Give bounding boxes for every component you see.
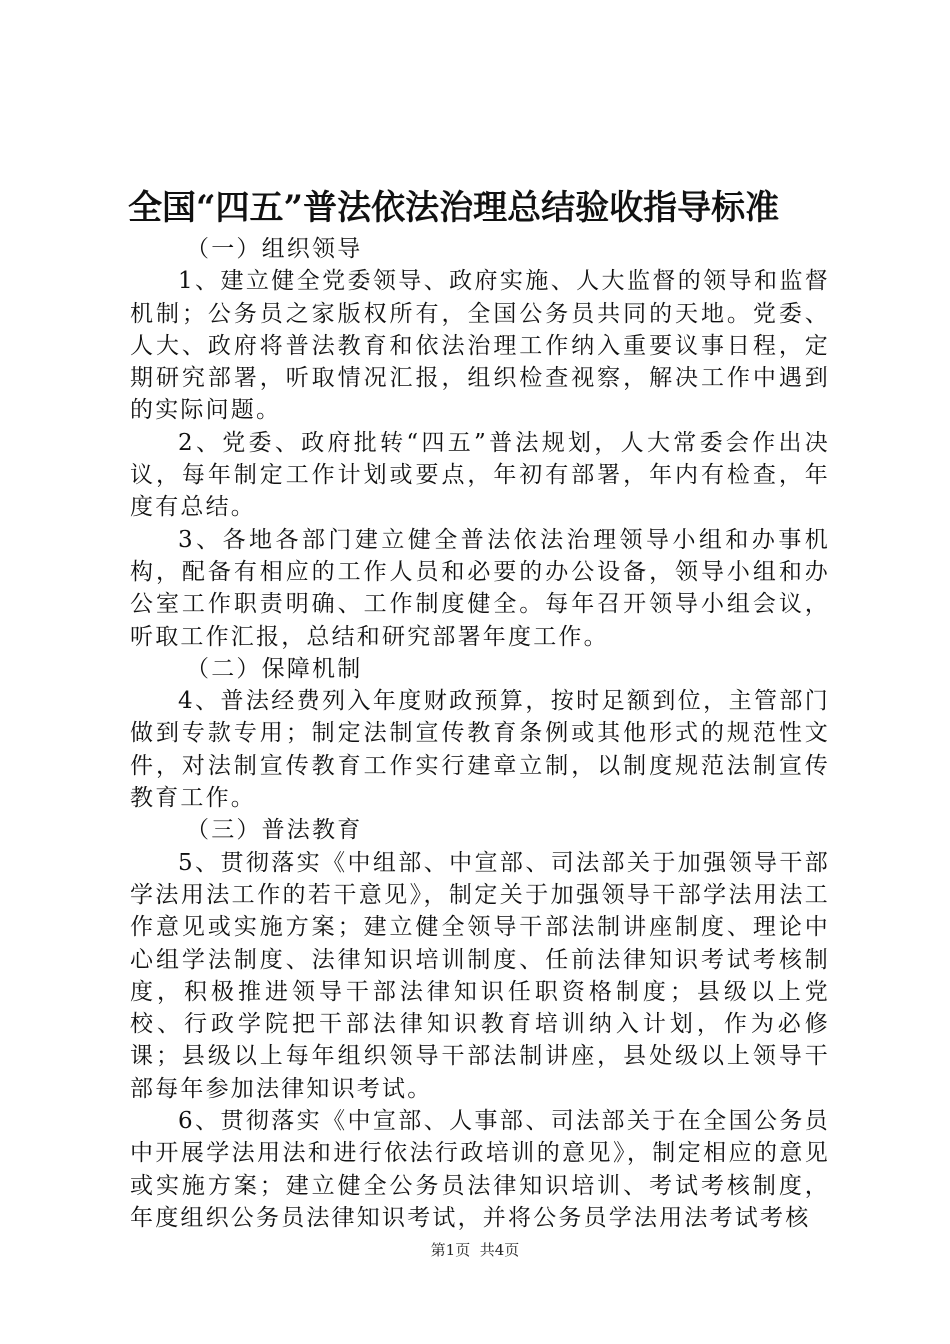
section-heading: （三）普法教育 xyxy=(186,817,363,844)
section-heading: （二）保障机制 xyxy=(186,655,363,682)
paragraph: 6、贯彻落实《中宣部、人事部、司法部关于在全国公务员中开展学法用法和进行依法行政培训的意见》，制定相应的意见或实施方案；建立健全公务员法律知识培训、考试考核制度，年度组织公务员法律知识考试，并将公务员学法用法考试考核 xyxy=(130,1108,830,1231)
page-footer xyxy=(0,1240,950,1260)
page-number: 第1页 xyxy=(430,1241,471,1259)
section-heading: （一）组织领导 xyxy=(186,236,363,262)
paragraph: 5、贯彻落实《中组部、中宣部、司法部关于加强领导干部学法用法工作的若干意见》，制定关于加强领导干部学法用法工作意见或实施方案；建立健全领导干部法制讲座制度、理论中心组学法制度、法律知识培训制度、任前法律知识考试考核制度，积极推进领导干部法律知识任职资格制度；县级以上党校、行政学院把干部法律知识教育培训纳入计划，作为必修课；县级以上每年组织领导干部法制讲座，县处级以上领导干部每年参加法律知识考试。 xyxy=(130,849,830,1102)
paragraph: 1、建立健全党委领导、政府实施、人大监督的领导和监督机制；公务员之家版权所有，全国公务员共同的天地。党委、人大、政府将普法教育和依法治理工作纳入重要议事日程，定期研究部署，听取情况汇报，组织检查视察，解决工作中遇到的实际问题。 xyxy=(130,268,830,424)
paragraph: 3、各地各部门建立健全普法依法治理领导小组和办事机构，配备有相应的工作人员和必要的办公设备，领导小组和办公室工作职责明确、工作制度健全。每年召开领导小组会议，听取工作汇报，总结和研究部署年度工作。 xyxy=(130,526,830,650)
document-body xyxy=(130,233,830,1234)
paragraph: 2、党委、政府批转“四五”普法规划，人大常委会作出决议，每年制定工作计划或要点，年初有部署，年内有检查，年度有总结。 xyxy=(130,429,830,521)
document-title: 全国“四五”普法依法治理总结验收指导标准 xyxy=(128,188,780,228)
page-total: 共4页 xyxy=(479,1241,520,1259)
paragraph: 4、普法经费列入年度财政预算，按时足额到位，主管部门做到专款专用；制定法制宣传教育条例或其他形式的规范性文件，对法制宣传教育工作实行建章立制，以制度规范法制宣传教育工作。 xyxy=(130,688,830,812)
